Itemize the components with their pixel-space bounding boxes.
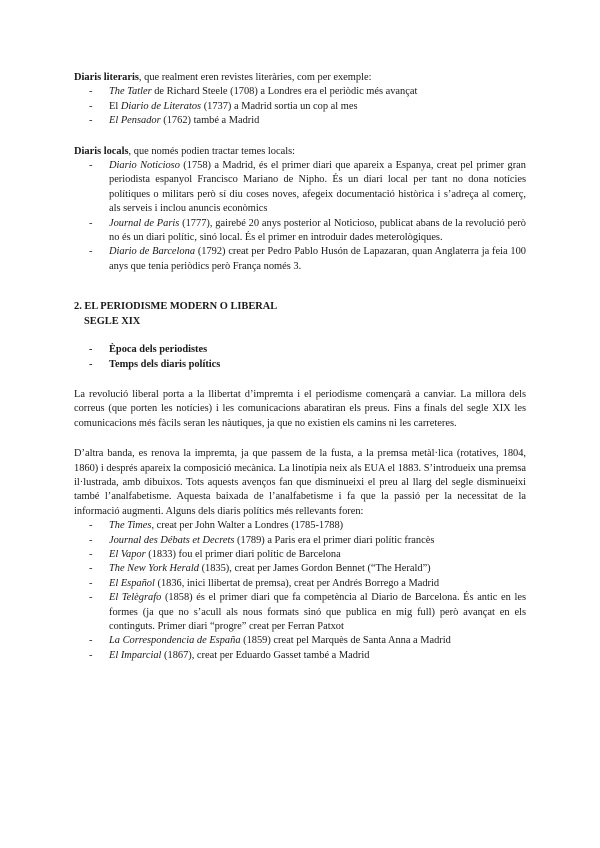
bullet-dash: - <box>89 100 93 112</box>
newspaper-title: The New York Herald <box>109 563 199 575</box>
list-item <box>74 114 526 128</box>
newspaper-title: Diario Noticioso <box>109 160 180 172</box>
list-item <box>74 577 526 591</box>
bullet-dash: - <box>89 344 93 356</box>
newspaper-title: Diario de Barcelona <box>109 246 196 258</box>
bullet-dash: - <box>89 563 93 575</box>
newspaper-title: El Imparcial <box>109 649 162 661</box>
list-item <box>74 85 526 99</box>
bullet-dash: - <box>89 217 93 229</box>
literaris-lead: Diaris literaris <box>74 72 139 83</box>
item-prefix: El <box>109 100 121 112</box>
newspaper-title: Journal des Débats et Decrets <box>109 534 235 546</box>
bullet-dash: - <box>89 160 93 172</box>
list-item <box>74 534 526 548</box>
item-text: (1858) és el primer diari que fa competència al Diario de Barcelona. És antic en les formes (ja que no s’acull als nous formats sinó que publica en mig full) però avançat en els continguts. Primer diari “progre” creat per Ferran Patxot <box>109 592 526 632</box>
point-text: Època dels periodistes <box>109 344 208 356</box>
newspaper-title: The Tatler <box>109 86 152 98</box>
section-subtitle: SEGLE XIX <box>84 315 141 327</box>
section-title: 2. EL PERIODISME MODERN O LIBERAL <box>74 301 278 313</box>
list-item <box>74 100 526 114</box>
item-text: (1867), creat per Eduardo Gasset també a Madrid <box>161 649 370 661</box>
item-text: (1762) també a Madrid <box>160 115 260 127</box>
item-text: (1777), gairebé 20 anys posterior al Noticioso, publicat abans de la revolució però no és un diari polític, sinó local. És el primer en introduir dades meterològiques. <box>109 217 526 244</box>
bullet-dash: - <box>89 635 93 647</box>
list-item <box>74 634 526 648</box>
item-text: (1792) creat per Pedro Pablo Husón de Lapazaran, quan Anglaterra ja feia 100 anys que tenia periòdics però França només 3. <box>109 246 526 272</box>
item-text: (1836, inici llibertat de premsa), creat per Andrés Borrego a Madrid <box>154 577 440 589</box>
bullet-dash: - <box>89 520 93 532</box>
list-item <box>74 217 526 246</box>
locals-lead: Diaris locals <box>74 145 129 157</box>
bullet-dash: - <box>89 86 93 98</box>
item-text: , creat per John Walter a Londres (1785-1788) <box>151 520 344 532</box>
bullet-dash: - <box>89 358 93 370</box>
newspaper-title: The Times <box>109 520 152 532</box>
newspaper-title: El Español <box>109 577 155 589</box>
newspaper-title: Diario de Literatos <box>120 100 202 112</box>
point-text: Temps dels diaris polítics <box>109 358 221 370</box>
document-content <box>74 71 526 663</box>
list-item <box>74 159 526 217</box>
bullet-dash: - <box>89 649 93 661</box>
newspaper-title: Journal de Paris <box>109 217 180 229</box>
list-item <box>74 591 526 634</box>
list-item <box>74 649 526 663</box>
locals-rest: , que només podien tractar temes locals: <box>128 145 296 157</box>
list-item <box>74 519 526 533</box>
item-text: (1859) creat pel Marquès de Santa Anna a Madrid <box>240 635 451 647</box>
item-text: (1835), creat per James Gordon Bennet (“The Herald”) <box>198 563 431 575</box>
item-text: (1737) a Madrid sortia un cop al mes <box>201 100 358 112</box>
item-text: (1833) fou el primer diari polític de Barcelona <box>145 548 341 560</box>
newspaper-title: El Vapor <box>109 548 146 560</box>
section-points <box>74 343 526 372</box>
list-item <box>74 245 526 274</box>
paragraph-impremta: D’altra banda, es renova la impremta, ja que passem de la fusta, a la premsa metàl·lica (rotatives, 1804, 1860) i després apareix la composició mecànica. La linotípia neix als EUA el 1883. S’introdueix una premsa il·lustrada, amb dibuixos. Tots aquests avenços fan que disminueixi el preu al llarg del segle disminueixi també l’analfabetisme. Aquesta baixada de l’analfabetisme i fa que la passió per la necessitat de la informació augmenti. Alguns dels diaris polítics més rellevants foren: <box>74 448 526 517</box>
bullet-dash: - <box>89 592 93 604</box>
list-item <box>74 562 526 576</box>
newspaper-title: El Telègrafo <box>109 592 162 604</box>
bullet-dash: - <box>89 115 93 127</box>
locals-intro <box>74 145 526 159</box>
literaris-list <box>74 85 526 128</box>
newspaper-title: La Correspondencia de España <box>109 635 241 647</box>
list-item <box>74 548 526 562</box>
diaris-politics-list <box>74 519 526 663</box>
item-text: de Richard Steele (1708) a Londres era el periòdic més avançat <box>151 86 418 98</box>
item-text: (1789) a Paris era el primer diari polític francès <box>234 534 435 546</box>
locals-list <box>74 159 526 274</box>
list-item <box>74 358 526 372</box>
bullet-dash: - <box>89 548 93 560</box>
bullet-dash: - <box>89 577 93 589</box>
bullet-dash: - <box>89 534 93 546</box>
literaris-intro <box>74 71 526 85</box>
paragraph-revolucio: La revolució liberal porta a la llibertat d’impremta i el periodisme començarà a canviar. La millora dels correus (que porten les notícies) i les comunicacions abaratiran els preus. Fins a finals del segle XIX les comunicacions més fàcils seran les nàutiques, ja que no existien els camins ni les carreteres. <box>74 388 526 429</box>
item-text: (1758) a Madrid, és el primer diari que apareix a Espanya, creat pel primer gran periodista espanyol Francisco Mariano de Nipho. És un diari local per tant no dona notícies polítiques o militars però sí diu coses noves, afegeix documentació històrica i s’adreça al comerç, als serveis i inclou anuncis econòmics <box>109 160 526 215</box>
literaris-rest: , que realment eren revistes literàries, com per exemple: <box>138 72 372 83</box>
newspaper-title: El Pensador <box>109 115 161 127</box>
bullet-dash: - <box>89 246 93 258</box>
list-item <box>74 343 526 357</box>
